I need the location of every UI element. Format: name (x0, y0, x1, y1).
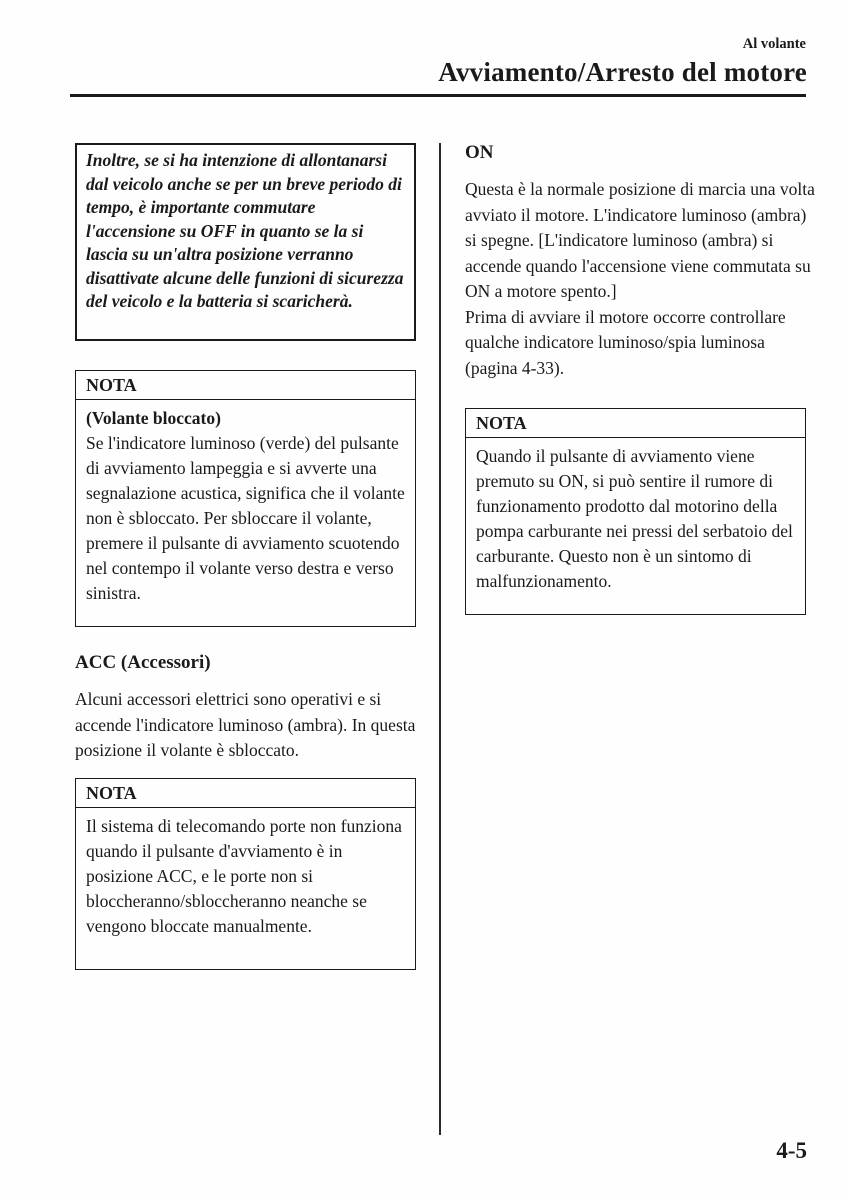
warning-box: Inoltre, se si ha intenzione di allontanarsi dal veicolo anche se per un breve periodo di tempo, è importante commutare l'accensione su OFF in quanto se la si lascia su un'altra posizione verranno disattivate alcune delle funzioni di sicurezza del veicolo e la batteria si scaricherà. (75, 143, 416, 341)
page-number: 4-5 (776, 1138, 807, 1163)
nota-box-pompa-carburante (465, 408, 806, 615)
on-paragraph-2: Prima di avviare il motore occorre controllare qualche indicatore luminoso/spia luminosa (pagina 4-33). (465, 306, 786, 378)
nota-label: NOTA (76, 779, 415, 808)
nota-box-volante-bloccato (75, 370, 416, 627)
page-title: Avviamento/Arresto del motore (438, 57, 807, 87)
nota-label: NOTA (76, 371, 415, 400)
acc-section-paragraph: Alcuni accessori elettrici sono operativi e si accende l'indicatore luminoso (ambra). In questa posizione il volante è sbloccato. (75, 689, 416, 760)
nota-label: NOTA (466, 409, 805, 438)
header-rule (70, 94, 806, 97)
on-section-heading: ON (465, 142, 494, 163)
on-paragraph-1: Questa è la normale posizione di marcia una volta avviato il motore. L'indicatore luminoso (ambra) si spegne. [L'indicatore luminoso (ambra) si accende quando l'accensione viene commutata su ON a motore spento.] (465, 179, 815, 301)
section-eyebrow: Al volante (742, 36, 806, 52)
column-divider (439, 143, 441, 1135)
on-section-paragraph (465, 177, 815, 381)
nota-text: Il sistema di telecomando porte non funziona quando il pulsante d'avviamento è in posizione ACC, e le porte non si bloccheranno/sbloccheranno neanche se vengono bloccate manualmente. (86, 816, 402, 936)
acc-section-heading: ACC (Accessori) (75, 652, 211, 673)
nota-body (76, 400, 415, 614)
nota-box-telecomando (75, 778, 416, 970)
nota-text: Se l'indicatore luminoso (verde) del pulsante di avviamento lampeggia e si avverte una segnalazione acustica, significa che il volante non è sbloccato. Per sbloccare il volante, premere il pulsante di avviamento scuotendo nel contempo il volante verso destra e verso sinistra. (86, 433, 405, 603)
nota-subheading: (Volante bloccato) (86, 408, 221, 428)
nota-text: Quando il pulsante di avviamento viene premuto su ON, si può sentire il rumore di funzionamento prodotto dal motorino della pompa carburante nei pressi del serbatoio del carburante. Questo non è un sintomo di malfunzionamento. (476, 446, 793, 591)
